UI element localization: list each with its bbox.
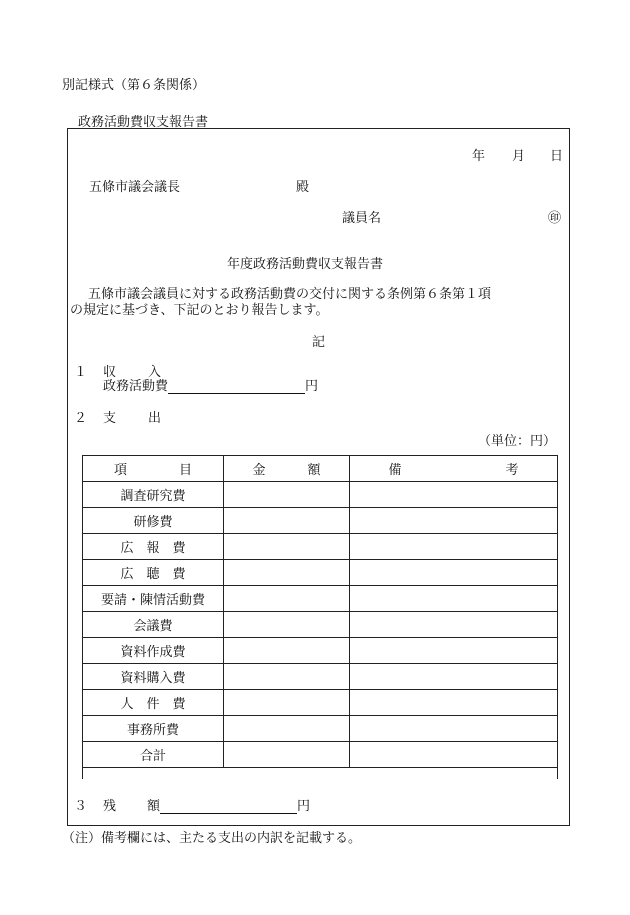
date-day-label: 日 xyxy=(550,149,564,164)
table-row xyxy=(83,482,558,508)
row-item-label: 広 聴 費 xyxy=(83,560,224,586)
balance-number: ３ xyxy=(74,799,88,814)
row-amount-cell[interactable] xyxy=(224,690,350,716)
table-row xyxy=(83,664,558,690)
table-row xyxy=(83,612,558,638)
row-amount-cell[interactable] xyxy=(224,482,350,508)
row-remarks-cell[interactable] xyxy=(350,664,558,690)
table-row xyxy=(83,560,558,586)
row-remarks-cell[interactable] xyxy=(350,534,558,560)
row-remarks-cell[interactable] xyxy=(350,586,558,612)
income-number: １ xyxy=(74,365,88,380)
table-row xyxy=(83,586,558,612)
expenditure-table xyxy=(82,455,558,779)
balance-label-b: 額 xyxy=(147,799,161,814)
table-row xyxy=(83,638,558,664)
income-unit: 円 xyxy=(305,379,319,394)
row-item-label: 事務所費 xyxy=(83,716,224,742)
row-remarks-cell[interactable] xyxy=(350,560,558,586)
row-remarks-cell[interactable] xyxy=(350,482,558,508)
row-item-label: 資料購入費 xyxy=(83,664,224,690)
header-item xyxy=(83,456,224,482)
income-item-row xyxy=(103,375,318,394)
date-year-label: 年 xyxy=(472,149,486,164)
row-amount-cell[interactable] xyxy=(224,508,350,534)
table-row xyxy=(83,534,558,560)
row-remarks-cell[interactable] xyxy=(350,612,558,638)
header-item-a: 項 xyxy=(113,463,127,478)
row-item-label: 研修費 xyxy=(83,508,224,534)
header-amount-b: 額 xyxy=(307,463,321,478)
header-item-b: 目 xyxy=(179,463,193,478)
header-remarks-b: 考 xyxy=(505,463,519,478)
footnote: （注）備考欄には、主たる支出の内訳を記載する。 xyxy=(62,831,362,846)
row-amount-cell[interactable] xyxy=(224,560,350,586)
addressee-name: 五條市議会議長 xyxy=(89,180,181,195)
balance-row xyxy=(147,795,310,814)
row-amount-cell[interactable] xyxy=(224,638,350,664)
form-style-label: 別記様式（第６条関係） xyxy=(62,78,206,93)
member-name-label: 議員名 xyxy=(342,211,382,226)
row-amount-cell[interactable] xyxy=(224,716,350,742)
header-remarks-a: 備 xyxy=(388,463,402,478)
header-remarks xyxy=(350,456,558,482)
total-amount-cell[interactable] xyxy=(224,742,350,768)
tail-cell xyxy=(83,768,224,780)
row-item-label: 調査研究費 xyxy=(83,482,224,508)
income-label-a: 収 xyxy=(103,365,117,380)
expenditure-number: ２ xyxy=(74,411,88,426)
form-heading: 政務活動費収支報告書 xyxy=(78,115,209,130)
row-amount-cell[interactable] xyxy=(224,534,350,560)
row-item-label: 会議費 xyxy=(83,612,224,638)
addressee-honorific: 殿 xyxy=(296,180,310,195)
table-header-row xyxy=(83,456,558,482)
income-item-label: 政務活動費 xyxy=(103,379,169,394)
row-item-label: 合計 xyxy=(83,742,224,768)
income-label-b: 入 xyxy=(148,365,162,380)
expenditure-label-b: 出 xyxy=(148,411,162,426)
row-remarks-cell[interactable] xyxy=(350,508,558,534)
table-row-total xyxy=(83,742,558,768)
row-item-label: 要請・陳情活動費 xyxy=(83,586,224,612)
row-remarks-cell[interactable] xyxy=(350,638,558,664)
balance-amount-blank[interactable] xyxy=(160,799,297,814)
tail-cell xyxy=(350,768,558,780)
income-amount-blank[interactable] xyxy=(168,379,305,394)
seal-mark: ㊞ xyxy=(548,211,562,226)
header-amount-a: 金 xyxy=(252,463,266,478)
table-row xyxy=(83,690,558,716)
unit-note: （単位：円） xyxy=(478,434,557,449)
table-tail-row xyxy=(83,768,558,780)
total-remarks-cell[interactable] xyxy=(350,742,558,768)
report-title: 年度政務活動費収支報告書 xyxy=(227,257,384,272)
row-remarks-cell[interactable] xyxy=(350,716,558,742)
balance-label-a: 残 xyxy=(103,799,117,814)
expenditure-label-a: 支 xyxy=(103,411,117,426)
row-remarks-cell[interactable] xyxy=(350,690,558,716)
table-row xyxy=(83,716,558,742)
report-body-line2: の規定に基づき、下記のとおり報告します。 xyxy=(70,303,329,318)
balance-unit: 円 xyxy=(297,799,311,814)
row-amount-cell[interactable] xyxy=(224,612,350,638)
row-item-label: 広 報 費 xyxy=(83,534,224,560)
tail-cell xyxy=(224,768,350,780)
report-body-line1: 五條市議会議員に対する政務活動費の交付に関する条例第６条第１項 xyxy=(88,287,492,302)
header-amount xyxy=(224,456,350,482)
row-item-label: 人 件 費 xyxy=(83,690,224,716)
ki-marker: 記 xyxy=(312,335,326,350)
row-amount-cell[interactable] xyxy=(224,586,350,612)
row-amount-cell[interactable] xyxy=(224,664,350,690)
row-item-label: 資料作成費 xyxy=(83,638,224,664)
date-month-label: 月 xyxy=(512,149,526,164)
table-row xyxy=(83,508,558,534)
